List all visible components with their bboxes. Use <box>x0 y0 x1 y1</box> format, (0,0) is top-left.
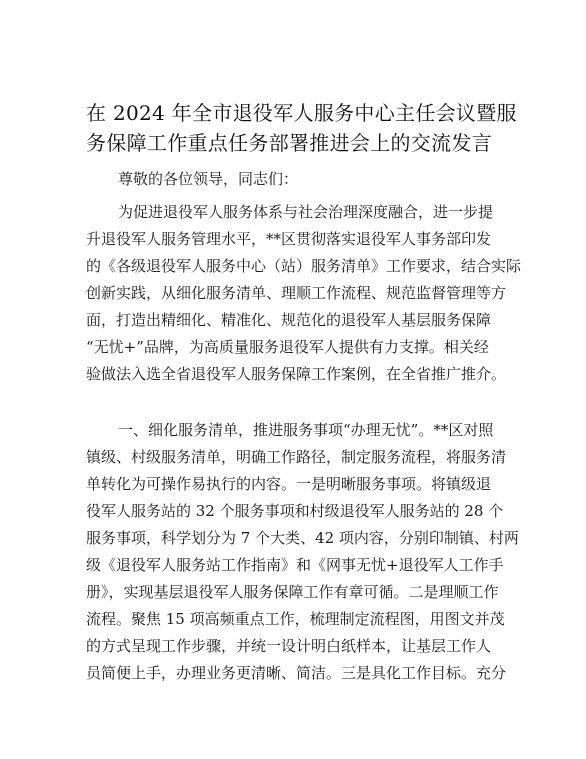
paragraph-line: 册》，实现基层退役军人服务保障工作有章可循。二是理顺工作 <box>86 583 499 601</box>
paragraph-line: 单转化为可操作易执行的内容。一是明晰服务事项。将镇级退 <box>86 475 492 493</box>
paragraph-line: 的方式呈现工作步骤，并统一设计明白纸样本，让基层工作人 <box>86 637 492 655</box>
paragraph-line: 创新实践，从细化服务清单、理顺工作流程、规范监督管理等方 <box>86 284 507 302</box>
paragraph-line: 员简便上手，办理业务更清晰、简洁。三是具化工作目标。充分 <box>86 664 507 682</box>
paragraph-line: 的《各级退役军人服务中心（站）服务清单》工作要求，结合实际 <box>86 257 522 275</box>
title-line-1: 在 2024 年全市退役军人服务中心主任会议暨服 <box>86 101 517 125</box>
paragraph-line: 一、细化服务清单，推进服务事项“办理无忧”。**区对照 <box>118 421 494 439</box>
salutation-block <box>86 166 506 193</box>
paragraph-line: 流程。聚焦 15 项高频重点工作，梳理制定流程图，用图文并茂 <box>86 610 505 628</box>
paragraph-line: 服务事项，科学划分为 7 个大类、42 项内容，分别印制镇、村两 <box>86 529 519 547</box>
paragraph-line: 升退役军人服务管理水平，**区贯彻落实退役军人事务部印发 <box>86 230 492 248</box>
paragraph-line: 面，打造出精细化、精准化、规范化的退役军人基层服务保障 <box>86 311 492 329</box>
salutation: 尊敬的各位领导，同志们： <box>118 170 299 188</box>
paragraph-line: 级《退役军人服务站工作指南》和《网事无忧+退役军人工作手 <box>86 556 504 574</box>
paragraph-line: 验做法入选全省退役军人服务保障工作案例，在全省推广推介。 <box>86 365 507 383</box>
paragraph-section-1 <box>86 417 519 687</box>
paragraph-line: “无忧+”品牌，为高质量服务退役军人提供有力支撑。相关经 <box>86 338 489 356</box>
paragraph-line: 为促进退役军人服务体系与社会治理深度融合，进一步提 <box>118 203 494 221</box>
document-title <box>86 98 517 158</box>
paragraph-intro <box>86 199 522 388</box>
paragraph-line: 役军人服务站的 32 个服务事项和村级退役军人服务站的 28 个 <box>86 502 504 520</box>
paragraph-line: 镇级、村级服务清单，明确工作路径，制定服务流程，将服务清 <box>86 448 507 466</box>
title-line-2: 务保障工作重点任务部署推进会上的交流发言 <box>86 131 492 155</box>
